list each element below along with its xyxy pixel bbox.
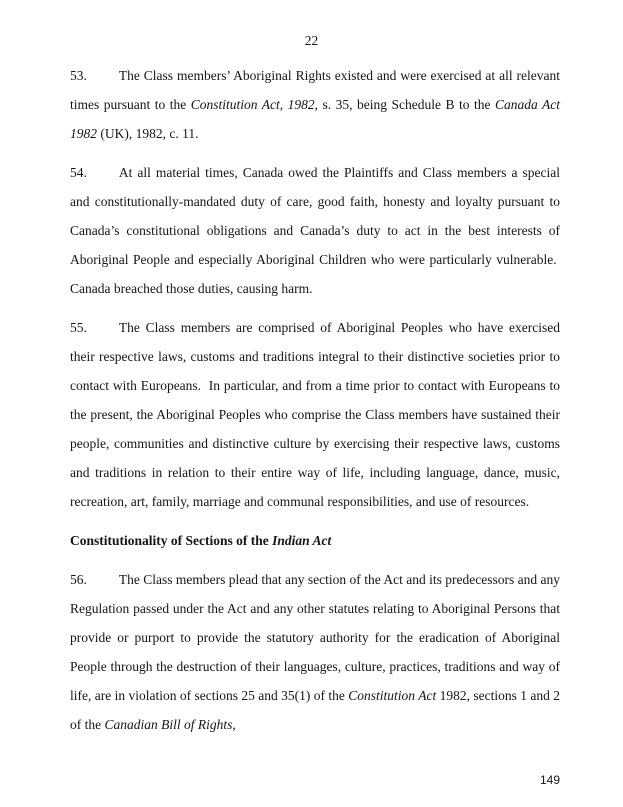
paragraph-53 <box>70 61 560 148</box>
paragraph-54 <box>70 158 560 303</box>
paragraph-53-text: The Class members’ Aboriginal Rights existed and were exercised at all relevant times pursuant to the Constitution Act, 1982, s. 35, being Schedule B to the Canada Act 1982 (UK), 1982, c. 11. <box>70 68 561 141</box>
paragraph-55 <box>70 313 560 516</box>
paragraph-54-number: 54. <box>70 165 87 180</box>
paragraph-56-text: The Class members plead that any section of the Act and its predecessors and any Regulation passed under the Act and any other statutes relating to Aboriginal Persons that provide or purport to provide the statutory authority for the eradication of Aboriginal People through the destruction of their languages, culture, practices, traditions and way of life, are in violation of sections 25 and 35(1) of the Constitution Act 1982, sections 1 and 2 of the Canadian Bill of Rights, <box>70 572 560 732</box>
document-body <box>70 61 560 739</box>
footer-page-number: 149 <box>539 773 560 787</box>
paragraph-55-number: 55. <box>70 320 87 335</box>
paragraph-53-number: 53. <box>70 68 87 83</box>
paragraph-56-number: 56. <box>70 572 87 587</box>
section-heading-constitutionality: Constitutionality of Sections of the Indian Act <box>70 533 332 548</box>
paragraph-55-text: The Class members are comprised of Aboriginal Peoples who have exercised their respective laws, customs and traditions integral to their distinctive societies prior to contact with Europeans. In particular, and from a time prior to contact with Europeans to the present, the Aboriginal Peoples who comprise the Class members have sustained their people, communities and distinctive culture by exercising their respective laws, customs and traditions in relation to their entire way of life, including language, dance, music, recreation, art, family, marriage and communal responsibilities, and use of resources. <box>70 320 560 509</box>
paragraph-56 <box>70 565 560 739</box>
paragraph-54-text: At all material times, Canada owed the Plaintiffs and Class members a special and constitutionally-mandated duty of care, good faith, honesty and loyalty pursuant to Canada’s constitutional obligations and Canada’s duty to act in the best interests of Aboriginal People and especially Aboriginal Children who were particularly vulnerable. Canada breached those duties, causing harm. <box>70 165 560 296</box>
header-page-number: 22 <box>304 33 319 48</box>
